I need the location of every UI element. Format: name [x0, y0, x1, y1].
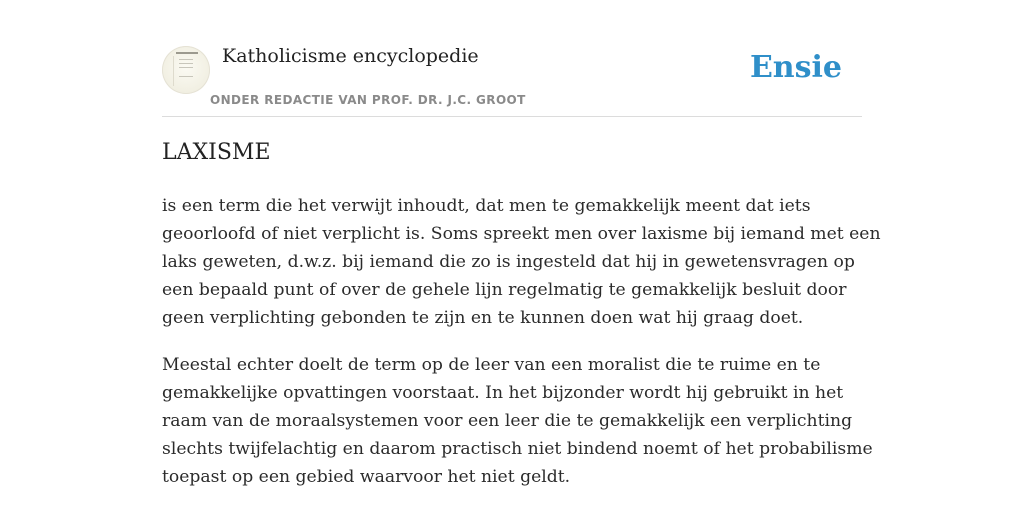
book-title-link[interactable]: Katholicisme encyclopedie [222, 45, 479, 67]
book-cover-icon[interactable] [162, 46, 210, 94]
cover-text-line [179, 67, 193, 68]
entry-paragraph: is een term die het verwijt inhoudt, dat men te gemakkelijk meent dat iets geoorloofd of niet verplicht is. Soms spreekt men over laxisme bij iemand met een laks geweten, d.w.z. bij iemand die zo is ingesteld dat hij in gewetensvragen op een bepaald punt of over de gehele lijn regelmatig te gemakkelijk besluit door geen verplichting gebonden te zijn en te kunnen doen wat hij graag doet. [162, 196, 881, 328]
cover-text-line [179, 76, 193, 77]
entry-title: LAXISME [162, 140, 271, 165]
editor-credit: ONDER REDACTIE VAN PROF. DR. J.C. GROOT [210, 93, 526, 107]
entry-paragraph: Meestal echter doelt de term op de leer van een moralist die te ruime en te gemakkelijke opvattingen voorstaat. In het bijzonder wordt hij gebruikt in het raam van de moraalsystemen voor een leer die te gemakkelijk een verplichting slechts twijfelachtig en daarom practisch niet bindend noemt of het probabilisme toepast op een gebied waarvoor het niet geldt. [162, 355, 873, 487]
ensie-logo-link[interactable]: Ensie [749, 50, 842, 85]
cover-spine [173, 56, 174, 86]
cover-title-band [176, 52, 198, 54]
cover-text-line [179, 59, 193, 60]
cover-text-line [179, 63, 193, 64]
encyclopedia-header [162, 40, 862, 117]
